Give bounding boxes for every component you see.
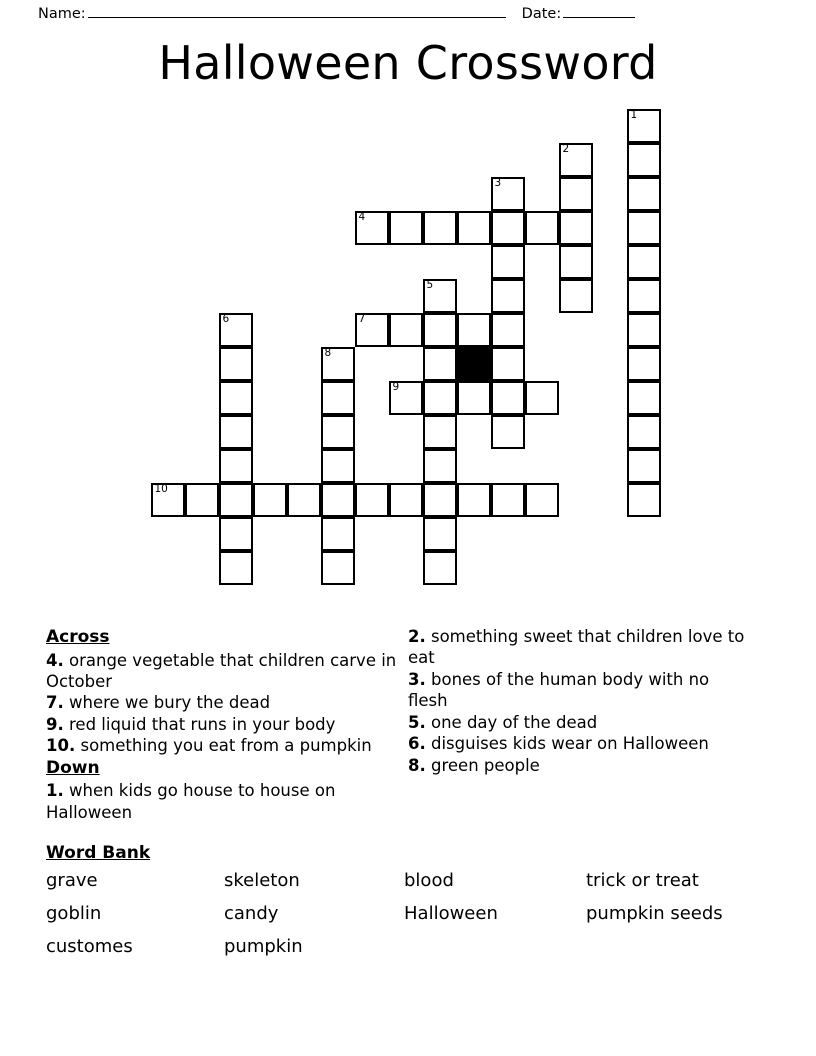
clue-text: disguises kids wear on Halloween — [425, 734, 709, 754]
grid-cell[interactable] — [559, 279, 593, 313]
grid-cell[interactable] — [491, 279, 525, 313]
across-clue-7 — [46, 692, 406, 713]
grid-cell[interactable] — [389, 211, 423, 245]
down-clue-5 — [408, 712, 753, 733]
grid-cell[interactable] — [627, 177, 661, 211]
word-bank-word: grave — [46, 870, 98, 891]
clue-text: something sweet that children love to eat — [408, 627, 745, 668]
grid-cell-number: 7 — [358, 313, 366, 325]
grid-cell[interactable] — [423, 483, 457, 517]
grid-cell[interactable] — [321, 381, 355, 415]
grid-cell[interactable] — [355, 483, 389, 517]
across-clue-10 — [46, 735, 406, 756]
grid-cell[interactable] — [321, 415, 355, 449]
grid-cell[interactable] — [627, 109, 661, 143]
grid-cell[interactable] — [457, 313, 491, 347]
word-bank-heading: Word Bank — [46, 843, 151, 863]
grid-block-cell — [457, 347, 491, 381]
clue-number: 2. — [408, 627, 426, 646]
word-bank-grid — [46, 867, 776, 961]
down-clue-8 — [408, 755, 753, 776]
grid-cell[interactable] — [491, 211, 525, 245]
grid-cell[interactable] — [321, 347, 355, 381]
word-bank-word: candy — [224, 902, 279, 924]
clues-section — [0, 626, 816, 826]
grid-cell[interactable] — [219, 347, 253, 381]
grid-cell-number: 2 — [562, 143, 570, 155]
word-bank-word: customes — [46, 935, 133, 957]
across-clue-9 — [46, 714, 406, 735]
grid-cell-number: 4 — [358, 211, 366, 223]
clue-number: 5. — [408, 712, 426, 732]
clue-number: 3. — [408, 669, 426, 689]
grid-cell[interactable] — [423, 381, 457, 415]
grid-cell[interactable] — [321, 483, 355, 517]
grid-cell[interactable] — [219, 449, 253, 483]
grid-cell[interactable] — [491, 245, 525, 279]
grid-cell[interactable] — [321, 551, 355, 585]
name-label: Name: — [38, 6, 86, 22]
across-heading: Across — [46, 627, 110, 647]
grid-cell[interactable] — [389, 483, 423, 517]
grid-cell[interactable] — [355, 211, 389, 245]
down-heading: Down — [46, 757, 100, 778]
clue-text: bones of the human body with no flesh — [408, 669, 710, 711]
grid-cell[interactable] — [389, 381, 423, 415]
grid-cell[interactable] — [423, 211, 457, 245]
clue-number: 10. — [46, 736, 76, 756]
grid-cell[interactable] — [185, 483, 219, 517]
grid-cell[interactable] — [627, 415, 661, 449]
grid-cell[interactable] — [151, 483, 185, 517]
across-clue-list — [46, 650, 406, 757]
grid-cell[interactable] — [627, 449, 661, 483]
clues-column-left — [46, 626, 406, 823]
grid-cell[interactable] — [627, 483, 661, 517]
grid-cell[interactable] — [457, 381, 491, 415]
grid-cell[interactable] — [423, 279, 457, 313]
grid-cell[interactable] — [219, 415, 253, 449]
date-label: Date: — [521, 6, 562, 22]
clue-number: 4. — [46, 650, 64, 670]
word-bank-word: pumpkin — [224, 935, 303, 957]
down-clue-6 — [408, 733, 753, 754]
clue-number: 1. — [46, 781, 64, 801]
clue-text: where we bury the dead — [63, 693, 271, 713]
grid-cell[interactable] — [491, 347, 525, 381]
grid-cell[interactable] — [627, 347, 661, 381]
grid-cell[interactable] — [525, 381, 559, 415]
clues-column-right — [408, 626, 753, 776]
grid-cell[interactable] — [559, 245, 593, 279]
word-bank-word: goblin — [46, 902, 102, 924]
grid-cell[interactable] — [423, 415, 457, 449]
grid-cell[interactable] — [627, 381, 661, 415]
grid-cell[interactable] — [627, 211, 661, 245]
grid-cell[interactable] — [423, 313, 457, 347]
down-clue-2 — [408, 626, 753, 669]
grid-cell[interactable] — [627, 245, 661, 279]
grid-cell[interactable] — [389, 313, 423, 347]
grid-cell[interactable] — [355, 313, 389, 347]
word-bank-word: Halloween — [404, 902, 498, 924]
grid-cell[interactable] — [525, 211, 559, 245]
grid-cell[interactable] — [423, 347, 457, 381]
across-clue-4 — [46, 650, 406, 693]
grid-cell[interactable] — [491, 415, 525, 449]
grid-cell[interactable] — [219, 517, 253, 551]
grid-cell[interactable] — [321, 449, 355, 483]
grid-cell-number: 10 — [154, 483, 168, 495]
grid-cell[interactable] — [491, 177, 525, 211]
clue-text: one day of the dead — [425, 712, 598, 732]
word-bank-word: skeleton — [224, 870, 300, 891]
word-bank-word: blood — [404, 870, 454, 891]
page-title: Halloween Crossword — [158, 36, 658, 90]
grid-cell[interactable] — [491, 483, 525, 517]
grid-cell-number: 3 — [494, 177, 502, 189]
grid-cell[interactable] — [321, 517, 355, 551]
grid-cell[interactable] — [559, 143, 593, 177]
word-bank-word: trick or treat — [586, 870, 699, 891]
clue-text: when kids go house to house on Halloween — [46, 781, 336, 822]
down-clue-list-right — [408, 626, 753, 776]
grid-cell[interactable] — [559, 177, 593, 211]
grid-cell[interactable] — [423, 449, 457, 483]
grid-cell[interactable] — [253, 483, 287, 517]
grid-cell[interactable] — [525, 483, 559, 517]
grid-cell[interactable] — [219, 483, 253, 517]
grid-cell[interactable] — [219, 381, 253, 415]
clue-number: 7. — [46, 693, 64, 713]
clue-text: orange vegetable that children carve in October — [46, 650, 397, 692]
clue-text: green people — [425, 755, 540, 775]
grid-cell[interactable] — [491, 313, 525, 347]
grid-cell-number: 8 — [324, 347, 332, 359]
clue-number: 8. — [408, 755, 426, 775]
grid-cell[interactable] — [423, 517, 457, 551]
down-clue-3 — [408, 669, 753, 712]
grid-cell[interactable] — [457, 211, 491, 245]
grid-cell[interactable] — [287, 483, 321, 517]
grid-cell[interactable] — [491, 381, 525, 415]
grid-cell[interactable] — [559, 211, 593, 245]
grid-cell-number: 6 — [222, 313, 230, 325]
grid-cell[interactable] — [219, 551, 253, 585]
grid-cell[interactable] — [627, 313, 661, 347]
word-bank-section — [46, 843, 776, 961]
grid-cell[interactable] — [457, 483, 491, 517]
down-clue-list-left — [46, 780, 406, 823]
grid-cell[interactable] — [423, 551, 457, 585]
clue-text: red liquid that runs in your body — [63, 714, 336, 734]
grid-cell-number: 9 — [392, 381, 400, 393]
grid-cell-number: 1 — [630, 109, 638, 121]
grid-cell-number: 5 — [426, 279, 434, 291]
word-bank-word: pumpkin seeds — [586, 902, 723, 924]
clue-number: 6. — [408, 734, 426, 754]
grid-cell[interactable] — [219, 313, 253, 347]
clue-text: something you eat from a pumpkin — [75, 736, 372, 756]
clue-number: 9. — [46, 714, 64, 734]
grid-cell[interactable] — [627, 143, 661, 177]
down-clue-1 — [46, 780, 406, 823]
grid-cell[interactable] — [627, 279, 661, 313]
